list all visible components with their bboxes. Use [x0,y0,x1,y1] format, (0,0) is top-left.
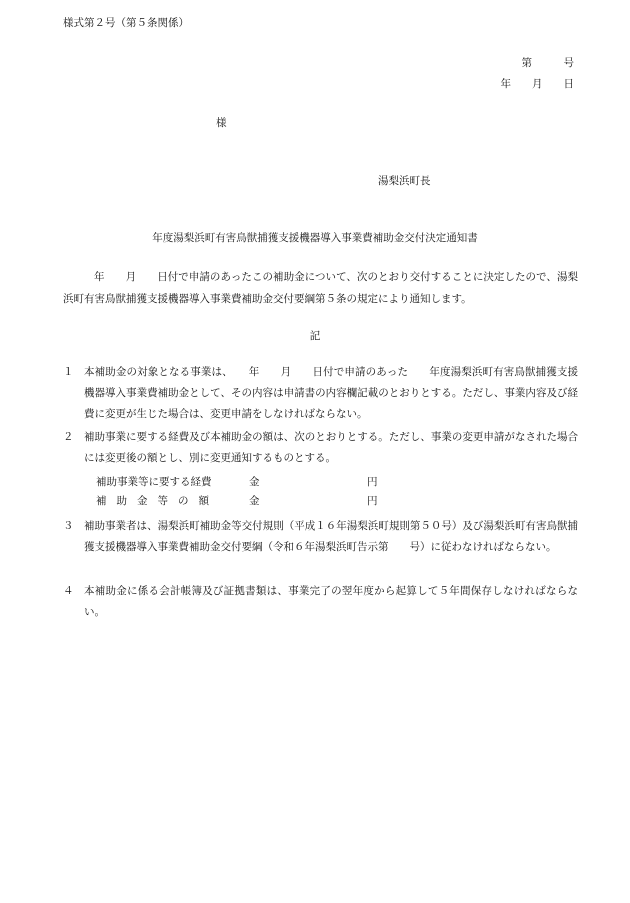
kin-label: 金 [249,495,260,507]
condition-text: 本補助金に係る会計帳簿及び証拠書類は、事業完了の翌年度から起算して５年間保存しなければならない。 [84,585,578,618]
condition-number: ３ [63,520,74,532]
condition-text: 補助事業に要する経費及び本補助金の額は、次のとおりとする。ただし、事業の変更申請がなされた場合には変更後の額とし、別に変更通知するものとする。 [84,431,578,464]
document-title: 年度湯梨浜町有害鳥獣捕獲支援機器導入事業費補助金交付決定通知書 [152,232,478,244]
condition-text: 本補助金の対象となる事業は、 年 月 日付で申請のあった 年度湯梨浜町有害鳥獣捕獲支援機器導入事業費補助金として、その内容は申請書の内容欄記載のとおりとする。ただし、事業内容及び経費に変更が生じた場合は、変更申請をしなければならない。 [84,366,578,420]
condition-item-4 [63,581,578,623]
kin-label: 金 [249,476,260,488]
cost-label: 補助金等の額 [96,495,219,507]
document-date: 年 月 日 [500,78,574,90]
document-number: 第 号 [521,57,574,69]
yen-label: 円 [367,476,378,488]
ki-heading: 記 [309,330,321,342]
issuer-name: 湯梨浜町長 [378,175,431,187]
cost-label: 補助事業等に要する経費 [96,476,212,488]
condition-item-1 [63,362,578,425]
yen-label: 円 [367,495,378,507]
condition-text: 補助事業者は、湯梨浜町補助金等交付規則（平成１６年湯梨浜町規則第５０号）及び湯梨浜町有害鳥獣捕獲支援機器導入事業費補助金交付要綱（令和６年湯梨浜町告示第 号）に従わなければならない。 [84,520,578,553]
condition-number: １ [63,366,74,378]
condition-number: ４ [63,585,74,597]
recipient-honorific: 様 [216,117,227,129]
condition-item-2 [63,427,578,469]
form-label: 様式第２号（第５条関係） [63,17,189,29]
condition-number: ２ [63,431,74,443]
intro-paragraph: 年 月 日付で申請のあったこの補助金について、次のとおり交付することに決定したので、湯梨浜町有害鳥獣捕獲支援機器導入事業費補助金交付要綱第５条の規定により通知します。 [63,271,578,305]
condition-item-3 [63,516,578,558]
